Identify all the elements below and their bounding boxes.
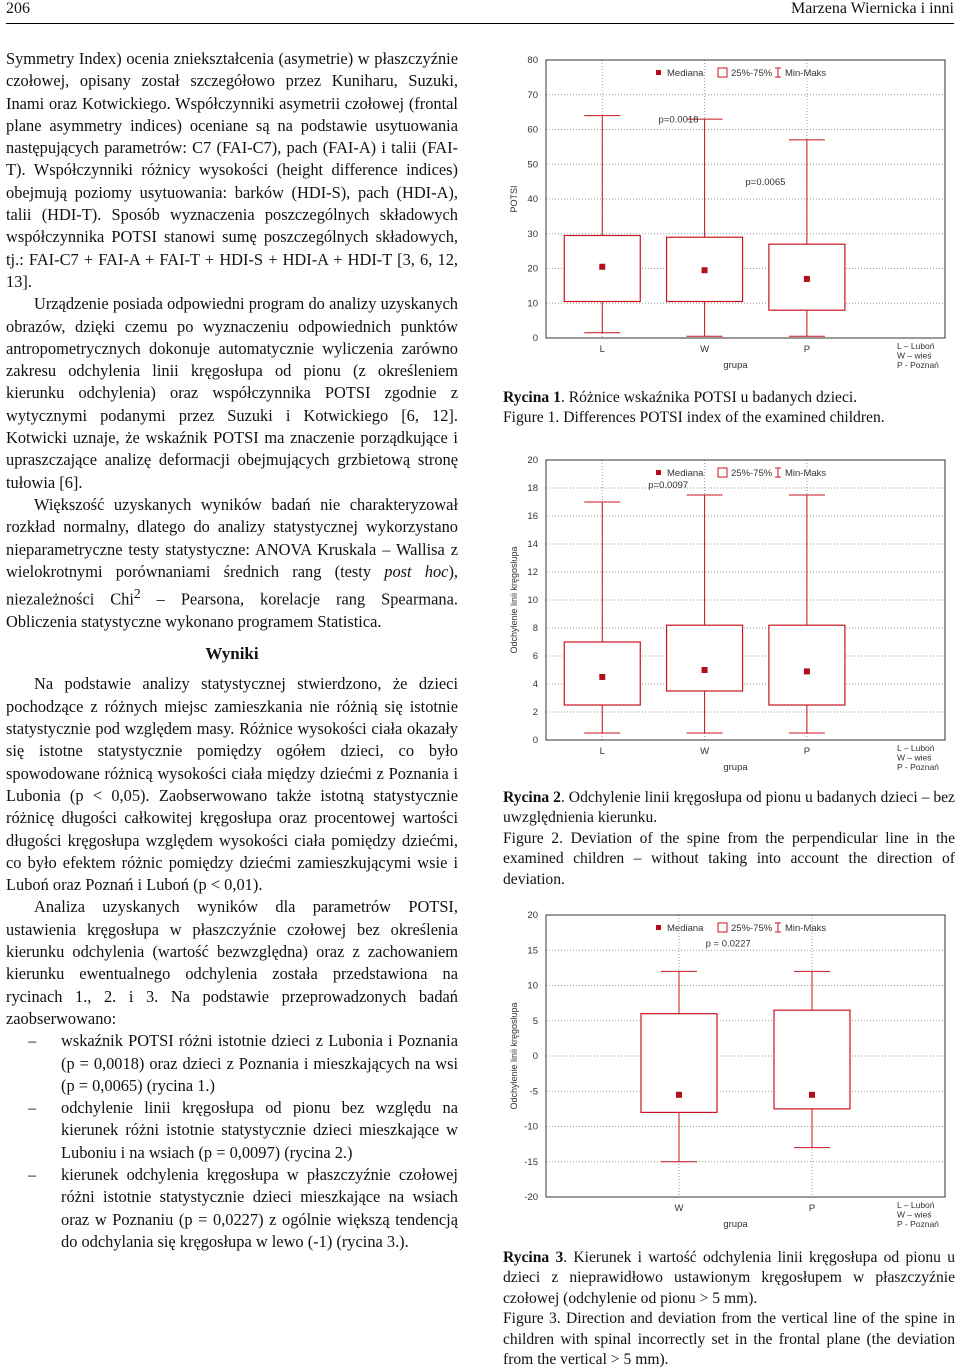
list-item: – wskaźnik POTSI różni istotnie dzieci z Lubonia i Poznania (p = 0,0018) oraz dzieci z Poznania i mieszkających na wsi (p = 0,0065) (rycina 1.): [6, 1030, 458, 1097]
x-axis-label: grupa: [723, 360, 748, 371]
y-tick-label: 40: [527, 194, 538, 205]
results-list: [6, 1030, 458, 1253]
figure-2-svg: [503, 450, 951, 782]
y-tick-label: 60: [527, 124, 538, 136]
results-paragraph: Analiza uzyskanych wyników dla parametrów POTSI, ustawienia kręgosłupa w płaszczyźnie czołowej bez określenia kierunku odchylenia (wartość bezwzględna) oraz z zachowaniem kierunku ewentualnego odchylenia została przedstawiona na rycinach 1., 2. i 3. Na podstawie przeprowadzonych badań zaobserwowano:: [6, 897, 458, 1028]
iqr-box: [564, 642, 640, 705]
y-tick-label: 20: [527, 910, 538, 921]
figure-2-caption: [503, 788, 955, 890]
figure-2-chart: [503, 450, 951, 782]
p-value-annotation: p = 0.0227: [705, 938, 751, 950]
median-marker: [599, 264, 605, 270]
legend-median-label: Mediana: [667, 468, 704, 479]
x-tick-label: W: [700, 344, 710, 355]
x-tick-label: L: [599, 344, 605, 355]
group-legend-entry: W – wieś: [897, 350, 932, 361]
y-axis-label: Odchylenie linii kręgosłupa: [509, 546, 519, 654]
median-marker: [804, 276, 810, 282]
x-tick-label: P: [803, 746, 811, 757]
x-tick-label: L: [599, 746, 605, 757]
y-tick-label: 15: [527, 945, 538, 957]
legend-median-icon: [656, 925, 661, 930]
median-marker: [804, 668, 810, 674]
p-value-annotation: p=0.0018: [658, 114, 699, 126]
list-item: – kierunek odchylenia kręgosłupa w płaszczyźnie czołowej różni istotnie statystycznie dzieci mieszkające na wsiach oraz w Poznaniu (p = 0,0227) z ogólnie większą tendencją do odchylania się kręgosłupa w lewo (-1) (rycina 3.).: [6, 1164, 458, 1253]
y-tick-label: 0: [532, 1051, 538, 1062]
chart-legend: [656, 68, 826, 79]
stats-italic: post hoc: [384, 561, 449, 581]
x-tick-label: P: [803, 344, 811, 355]
chart-legend: [656, 923, 826, 934]
group-legend-entry: P - Poznań: [897, 1219, 939, 1229]
y-axis-label: Odchylenie linii kręgosłupa: [509, 1002, 519, 1110]
caption-pl: . Odchylenie linii kręgosłupa od pionu u badanych dzieci – bez uwzględnienia kierunku.: [503, 789, 955, 827]
legend-range-label: Min-Maks: [785, 923, 827, 934]
chi-superscript: 2: [133, 586, 141, 602]
y-tick-label: 50: [527, 159, 538, 171]
median-marker: [809, 1092, 815, 1098]
group-legend-entry: L – Luboń: [897, 743, 935, 753]
group-legend-entry: L – Luboń: [897, 341, 935, 351]
y-tick-label: 10: [527, 980, 538, 992]
list-item: – odchylenie linii kręgosłupa od pionu bez względu na kierunek różni istotnie statystycznie dzieci mieszkające w Luboniu i na wsiach (p = 0,0097) (rycina 2.): [6, 1097, 458, 1164]
figure-3-svg: [503, 903, 951, 1243]
legend-iqr-icon: [718, 468, 727, 477]
caption-label: Rycina 1: [503, 389, 561, 406]
legend-median-label: Mediana: [667, 68, 704, 79]
x-axis-label: grupa: [723, 1219, 748, 1230]
caption-label: Rycina 3: [503, 1249, 564, 1266]
legend-iqr-label: 25%-75%: [731, 468, 773, 479]
stats-paragraph: [6, 494, 458, 633]
caption-en: Figure 3. Direction and deviation from the vertical line of the spine in children with spinal incorrectly set in the frontal plane (the deviation from the vertical > 5 mm).: [503, 1310, 955, 1369]
y-tick-label: -20: [524, 1192, 538, 1203]
group-legend-entry: W – wieś: [897, 1209, 932, 1220]
median-marker: [702, 667, 708, 673]
y-tick-label: 5: [532, 1015, 538, 1027]
y-tick-label: 6: [532, 651, 538, 662]
y-tick-label: -15: [524, 1156, 538, 1168]
p-value-annotation: p=0.0097: [648, 480, 689, 491]
y-tick-label: 4: [532, 679, 538, 690]
left-column: [6, 48, 458, 1253]
group-legend-entry: L – Luboń: [897, 1200, 935, 1210]
body-paragraph: Symmetry Index) ocenia zniekształcenia (asymetrie) w płaszczyźnie czołowej, opisany został szczegółowo przez Kuniharu, Suzuki, Inami oraz Kotwickiego. Współczynniki asymetrii czołowej (frontal plane asymmetry indices) oceniane są na podstawie usytuowania następujących parametrów: C7 (FAI-C7), pach (FAI-A) i talii (FAI-T). Współczynniki różnicy wysokości (height difference indices) obejmują poziomy usytuowania: barków (HDI-S), pach (HDI-A), talii (HDI-T). Sposób wyznaczenia poszczególnych składowych współczynnika POTSI stanowi sumę poszczególnych składowych, tj.: FAI-C7 + FAI-A + FAI-T + HDI-S + HDI-A + HDI-T [3, 6, 12, 13].: [6, 49, 458, 291]
legend-iqr-label: 25%-75%: [731, 68, 773, 79]
caption-en: Figure 1. Differences POTSI index of the examined children.: [503, 409, 885, 427]
y-tick-label: 14: [527, 539, 538, 550]
median-marker: [676, 1092, 682, 1098]
legend-range-label: Min-Maks: [785, 468, 827, 479]
iqr-box: [769, 625, 845, 705]
median-marker: [599, 674, 605, 680]
y-tick-label: 0: [532, 735, 538, 746]
x-tick-label: P: [808, 1203, 816, 1214]
y-tick-label: 20: [527, 455, 538, 466]
chart-legend: [656, 468, 826, 479]
legend-iqr-icon: [718, 923, 727, 932]
body-paragraph: Urządzenie posiada odpowiedni program do analizy uzyskanych obrazów, dzięki czemu po wyznaczeniu odpowiednich punktów antropometrycznych dokonuje automatycznie wyliczenia zarówno zakresu odchylenia linii kręgosłupa od pionu (z określeniem kierunku odchylenia) oraz współczynnika POTSI zgodnie z wytycznymi podanymi przez Suzuki i Kotwickiego [6, 12]. Kotwicki uznaje, że wskaźnik POTSI ma znaczenie porządkujące i upraszczające analizę deformacji obejmujących grzbietową stronę tułowia [6].: [6, 294, 458, 492]
legend-median-icon: [656, 470, 661, 475]
caption-pl: . Kierunek i wartość odchylenia linii kręgosłupa od pionu u dzieci z nieprawidłowo ustawionym kręgosłupem w płaszczyźnie czołowej (odchylenie od pionu > 5 mm).: [503, 1249, 955, 1307]
header-rule: [6, 23, 954, 24]
median-marker: [702, 267, 708, 273]
group-legend-entry: P - Poznań: [897, 762, 939, 772]
y-tick-label: 80: [527, 55, 538, 66]
y-tick-label: -10: [524, 1121, 538, 1133]
page-number: 206: [6, 0, 30, 17]
figure-3-chart: [503, 903, 951, 1243]
caption-label: Rycina 2: [503, 789, 561, 806]
legend-median-icon: [656, 70, 661, 75]
stats-text-a: Większość uzyskanych wyników badań nie charakteryzował rozkład normalny, dlatego do analizy statystycznej wykorzystano nieparametryczne testy statystyczne: ANOVA Kruskala – Wallisa z wielokrotnymi porównaniami średnich rang (testy: [6, 494, 458, 581]
y-axis-label: POTSI: [509, 185, 519, 213]
y-tick-label: 12: [527, 567, 538, 578]
group-legend-entry: P - Poznań: [897, 360, 939, 370]
y-tick-label: 16: [527, 511, 538, 522]
running-head-authors: Marzena Wiernicka i inni: [791, 0, 954, 17]
x-tick-label: W: [700, 746, 710, 757]
y-tick-label: 20: [527, 263, 538, 275]
y-tick-label: 30: [527, 228, 538, 240]
section-title: Wyniki: [205, 644, 259, 664]
y-tick-label: 2: [532, 707, 538, 718]
y-tick-label: 10: [527, 595, 538, 606]
caption-en: Figure 2. Deviation of the spine from the perpendicular line in the examined children – without taking into account the direction of deviation.: [503, 829, 955, 888]
results-paragraph: Na podstawie analizy statystycznej stwierdzono, że dzieci pochodzące z różnych miejsc zamieszkania nie różnią się istotnie statystycznie pod względem masy. Różnice wysokości ciała okazały się istotne statystycznie pomiędzy ogółem dzieci, co było spowodowane różnicą wysokości ciała między dziećmi z Poznania i Lubonia (p < 0,05). Zaobserwowano także istotną statystycznie różnicę długości całkowitej kręgosłupa oraz procentowej wartości długości kręgosłupa względem wysokości ciała pomiędzy dziećmi, co było efektem różnic pomiędzy dziećmi zamieszkującymi wsie i Luboń oraz Poznań i Luboń (p < 0,01).: [6, 674, 458, 895]
legend-range-label: Min-Maks: [785, 68, 827, 79]
legend-iqr-icon: [718, 68, 727, 77]
group-legend-entry: W – wieś: [897, 752, 932, 763]
y-tick-label: 70: [527, 89, 538, 101]
figure-1-chart: [503, 48, 951, 386]
y-tick-label: -5: [529, 1086, 538, 1098]
figure-3-caption: [503, 1248, 955, 1370]
stats-text-c: – Pearsona, korelacje rang Spearmana. Obliczenia statystyczne wykonano programem Statistica.: [6, 589, 458, 631]
iqr-box: [667, 625, 743, 691]
legend-median-label: Mediana: [667, 923, 704, 934]
legend-iqr-label: 25%-75%: [731, 923, 773, 934]
x-axis-label: grupa: [723, 762, 748, 773]
y-tick-label: 18: [527, 483, 538, 494]
y-tick-label: 0: [532, 333, 538, 344]
p-value-annotation: p=0.0065: [745, 177, 786, 189]
page-header: [6, 0, 954, 22]
stats-text-b: ), niezależności Chi: [6, 561, 458, 609]
figure-1-caption: [503, 388, 955, 429]
y-tick-label: 8: [532, 623, 538, 634]
caption-pl: . Różnice wskaźnika POTSI u badanych dzieci.: [560, 389, 858, 406]
x-tick-label: W: [674, 1203, 684, 1214]
figure-1-svg: [503, 48, 951, 386]
y-tick-label: 10: [527, 298, 538, 310]
